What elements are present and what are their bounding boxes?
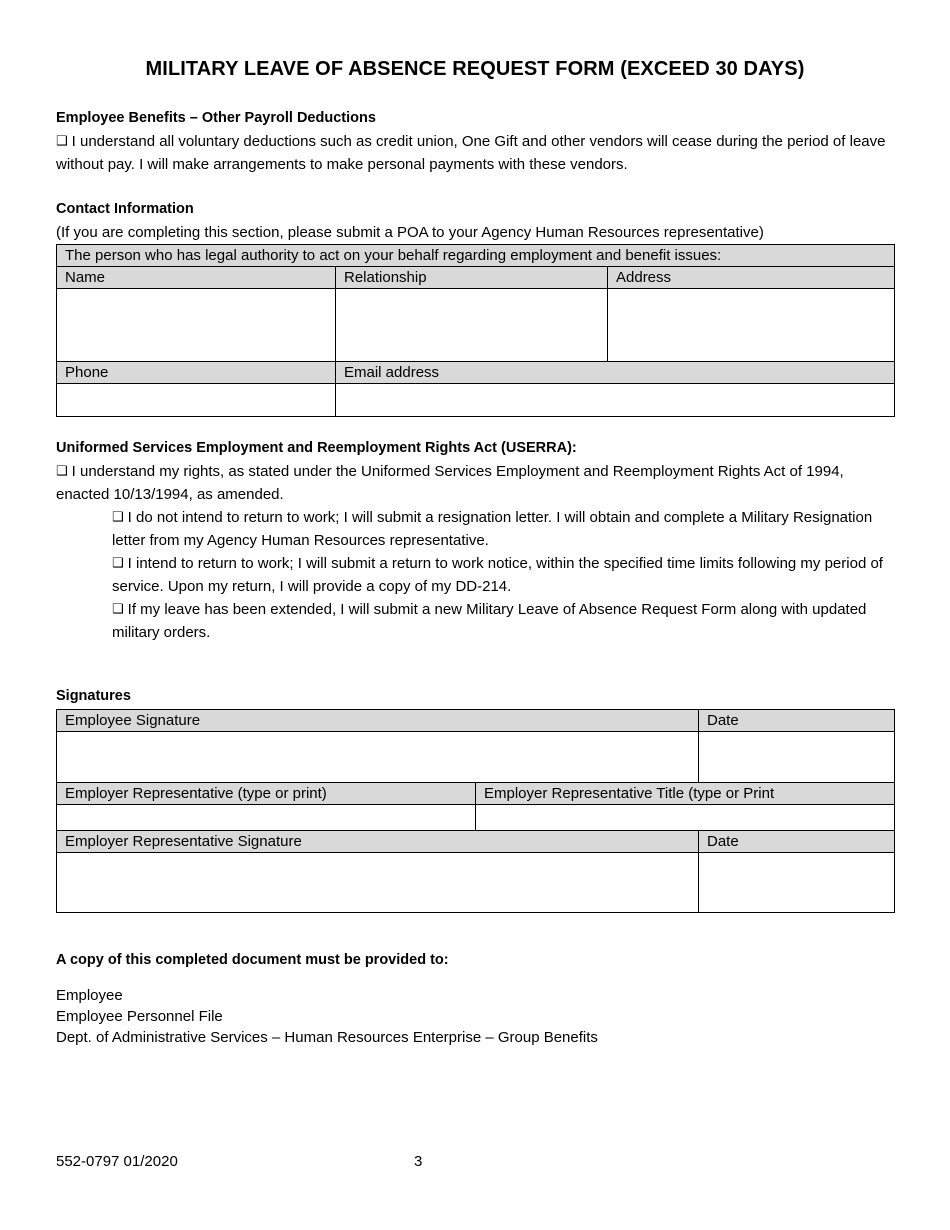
signatures-table: [56, 709, 895, 913]
benefits-statement: [56, 130, 894, 176]
contact-table: [56, 244, 895, 417]
employer-rep-title-label: Employer Representative Title (type or Print: [476, 783, 895, 805]
employer-rep-label: Employer Representative (type or print): [57, 783, 476, 805]
userra-options: [56, 506, 894, 644]
recipient-item: Employee Personnel File: [56, 1008, 223, 1025]
userra-heading: Uniformed Services Employment and Reemployment Rights Act (USERRA):: [56, 440, 577, 456]
col-phone-label: Phone: [57, 362, 336, 384]
col-address-label: Address: [608, 267, 895, 289]
col-email-label: Email address: [336, 362, 895, 384]
copy-recipients: [56, 985, 894, 1048]
recipient-item: Dept. of Administrative Services – Human Resources Enterprise – Group Benefits: [56, 1029, 598, 1046]
col-relationship-label: Relationship: [336, 267, 608, 289]
signatures-table-wrap: [56, 709, 894, 913]
employer-rep-signature-field[interactable]: [57, 853, 699, 913]
address-field[interactable]: [608, 289, 895, 362]
userra-option-text: If my leave has been extended, I will submit a new Military Leave of Absence Request Form along with updated military orders.: [112, 601, 867, 641]
recipient-item: Employee: [56, 987, 123, 1004]
employer-rep-field[interactable]: [57, 805, 476, 831]
contact-table-caption: The person who has legal authority to act on your behalf regarding employment and benefit issues:: [57, 245, 895, 267]
form-title: MILITARY LEAVE OF ABSENCE REQUEST FORM (EXCEED 30 DAYS): [145, 58, 805, 80]
signatures-heading: Signatures: [56, 688, 131, 704]
userra-option: [112, 598, 894, 644]
checkbox-icon[interactable]: ❑: [112, 555, 124, 570]
userra-option-text: I intend to return to work; I will submit a return to work notice, within the specified time limits following my period of service. Upon my return, I will provide a copy of my DD-214.: [112, 555, 883, 595]
employee-signature-label: Employee Signature: [57, 710, 699, 732]
email-field[interactable]: [336, 384, 895, 417]
checkbox-icon[interactable]: ❑: [56, 133, 68, 148]
page-number: 3: [414, 1153, 423, 1170]
date-label: Date: [699, 710, 895, 732]
date-label: Date: [699, 831, 895, 853]
userra-option: [112, 552, 894, 598]
checkbox-icon[interactable]: ❑: [112, 509, 124, 524]
contact-note: (If you are completing this section, please submit a POA to your Agency Human Resources representative): [56, 224, 764, 241]
phone-field[interactable]: [57, 384, 336, 417]
userra-option: [112, 506, 894, 552]
contact-table-wrap: [56, 244, 894, 417]
contact-heading: Contact Information: [56, 201, 194, 217]
checkbox-icon[interactable]: ❑: [112, 601, 124, 616]
relationship-field[interactable]: [336, 289, 608, 362]
name-field[interactable]: [57, 289, 336, 362]
employee-date-field[interactable]: [699, 732, 895, 783]
employer-rep-signature-label: Employer Representative Signature: [57, 831, 699, 853]
employer-rep-title-field[interactable]: [476, 805, 895, 831]
employee-signature-field[interactable]: [57, 732, 699, 783]
col-name-label: Name: [57, 267, 336, 289]
userra-rights: [56, 460, 894, 506]
userra-rights-text: I understand my rights, as stated under the Uniformed Services Employment and Reemployment Rights Act of 1994, enacted 10/13/1994, as amended.: [56, 463, 844, 503]
userra-option-text: I do not intend to return to work; I will submit a resignation letter. I will obtain and complete a Military Resignation letter from my Agency Human Resources representative.: [112, 509, 873, 549]
form-number: 552-0797 01/2020: [56, 1153, 178, 1170]
benefits-heading: Employee Benefits – Other Payroll Deductions: [56, 110, 376, 126]
employer-date-field[interactable]: [699, 853, 895, 913]
benefits-statement-text: I understand all voluntary deductions such as credit union, One Gift and other vendors will cease during the period of leave without pay. I will make arrangements to make personal payments with these vendors.: [56, 133, 886, 173]
checkbox-icon[interactable]: ❑: [56, 463, 68, 478]
copy-heading: A copy of this completed document must be provided to:: [56, 952, 449, 968]
